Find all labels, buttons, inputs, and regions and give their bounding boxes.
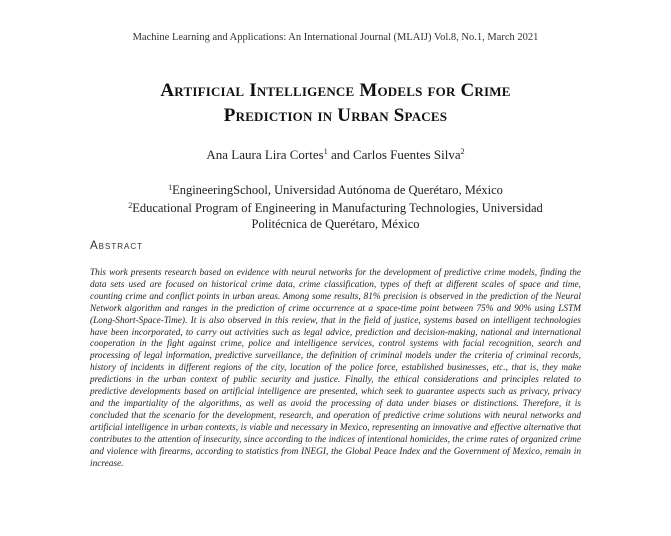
authors	[0, 147, 671, 163]
author-1: Ana Laura Lira Cortes	[206, 147, 324, 162]
affiliation-1-text: EngineeringSchool, Universidad Autónoma de Querétaro, México	[172, 183, 503, 197]
affiliation-1	[60, 180, 611, 198]
author-2-affil-mark: 2	[460, 147, 465, 156]
paper-title-line-2: Prediction in Urban Spaces	[223, 105, 448, 126]
abstract-text: This work presents research based on evidence with neural networks for the development of predictive crime models, finding the data sets used are focused on historical crime data, crime classification, types of theft at different scales of space and time, counting crime and conflict points in urban areas. Among some results, 81% precision is observed in the prediction of the Neural Network algorithm and ranges in the prediction of crime occurrence at a space-time point between 75% and 90% using LSTM (Long-Short-Space-Time). It is also observed in this review, that in the field of justice, systems based on intelligent technologies have been incorporated, to carry out activities such as legal advice, prediction and decision-making, national and international cooperation in the fight against crime, police and intelligence services, control systems with facial recognition, search and processing of legal information, predictive surveillance, the definition of criminal models under the criteria of criminal records, history of incidents in different regions of the city, location of the police force, established businesses, etc., that is, they make predictions in the urban context of public security and justice. Finally, the ethical considerations and principles related to predictive developments based on artificial intelligence are presented, which seek to guarantee aspects such as privacy, privacy and the impartiality of the algorithms, as well as avoid the processing of data under biases or distinctions. Therefore, it is concluded that the scenario for the development, research, and operation of predictive crime solutions with neural networks and artificial intelligence in urban contexts, is viable and necessary in Mexico, representing an innovative and effective alternative that contributes to the attention of insecurity, since according to the indices of intentional homicides, the crime rates of organized crime and violence with firearms, according to statistics from INEGI, the Global Peace Index and the Government of Mexico, remain in increase.	[90, 268, 581, 469]
paper-title-line-1: Artificial Intelligence Models for Crime	[160, 80, 511, 101]
paper-title	[60, 78, 611, 128]
affiliation-2-line-1	[60, 198, 611, 216]
affiliation-2-text: Educational Program of Engineering in Manufacturing Technologies, Universidad	[132, 201, 543, 215]
abstract-heading: Abstract	[90, 240, 144, 252]
author-1-affil-mark: 1	[323, 147, 328, 156]
affiliation-2-line-2: Politécnica de Querétaro, México	[251, 217, 420, 231]
author-joiner: and	[327, 147, 353, 162]
journal-header: Machine Learning and Applications: An International Journal (MLAIJ) Vol.8, No.1, March 2021	[132, 32, 539, 43]
affiliation-2-mark: 2	[128, 201, 133, 210]
author-2: Carlos Fuentes Silva	[352, 147, 461, 162]
affiliations	[60, 180, 611, 232]
affiliation-1-mark: 1	[168, 183, 173, 192]
